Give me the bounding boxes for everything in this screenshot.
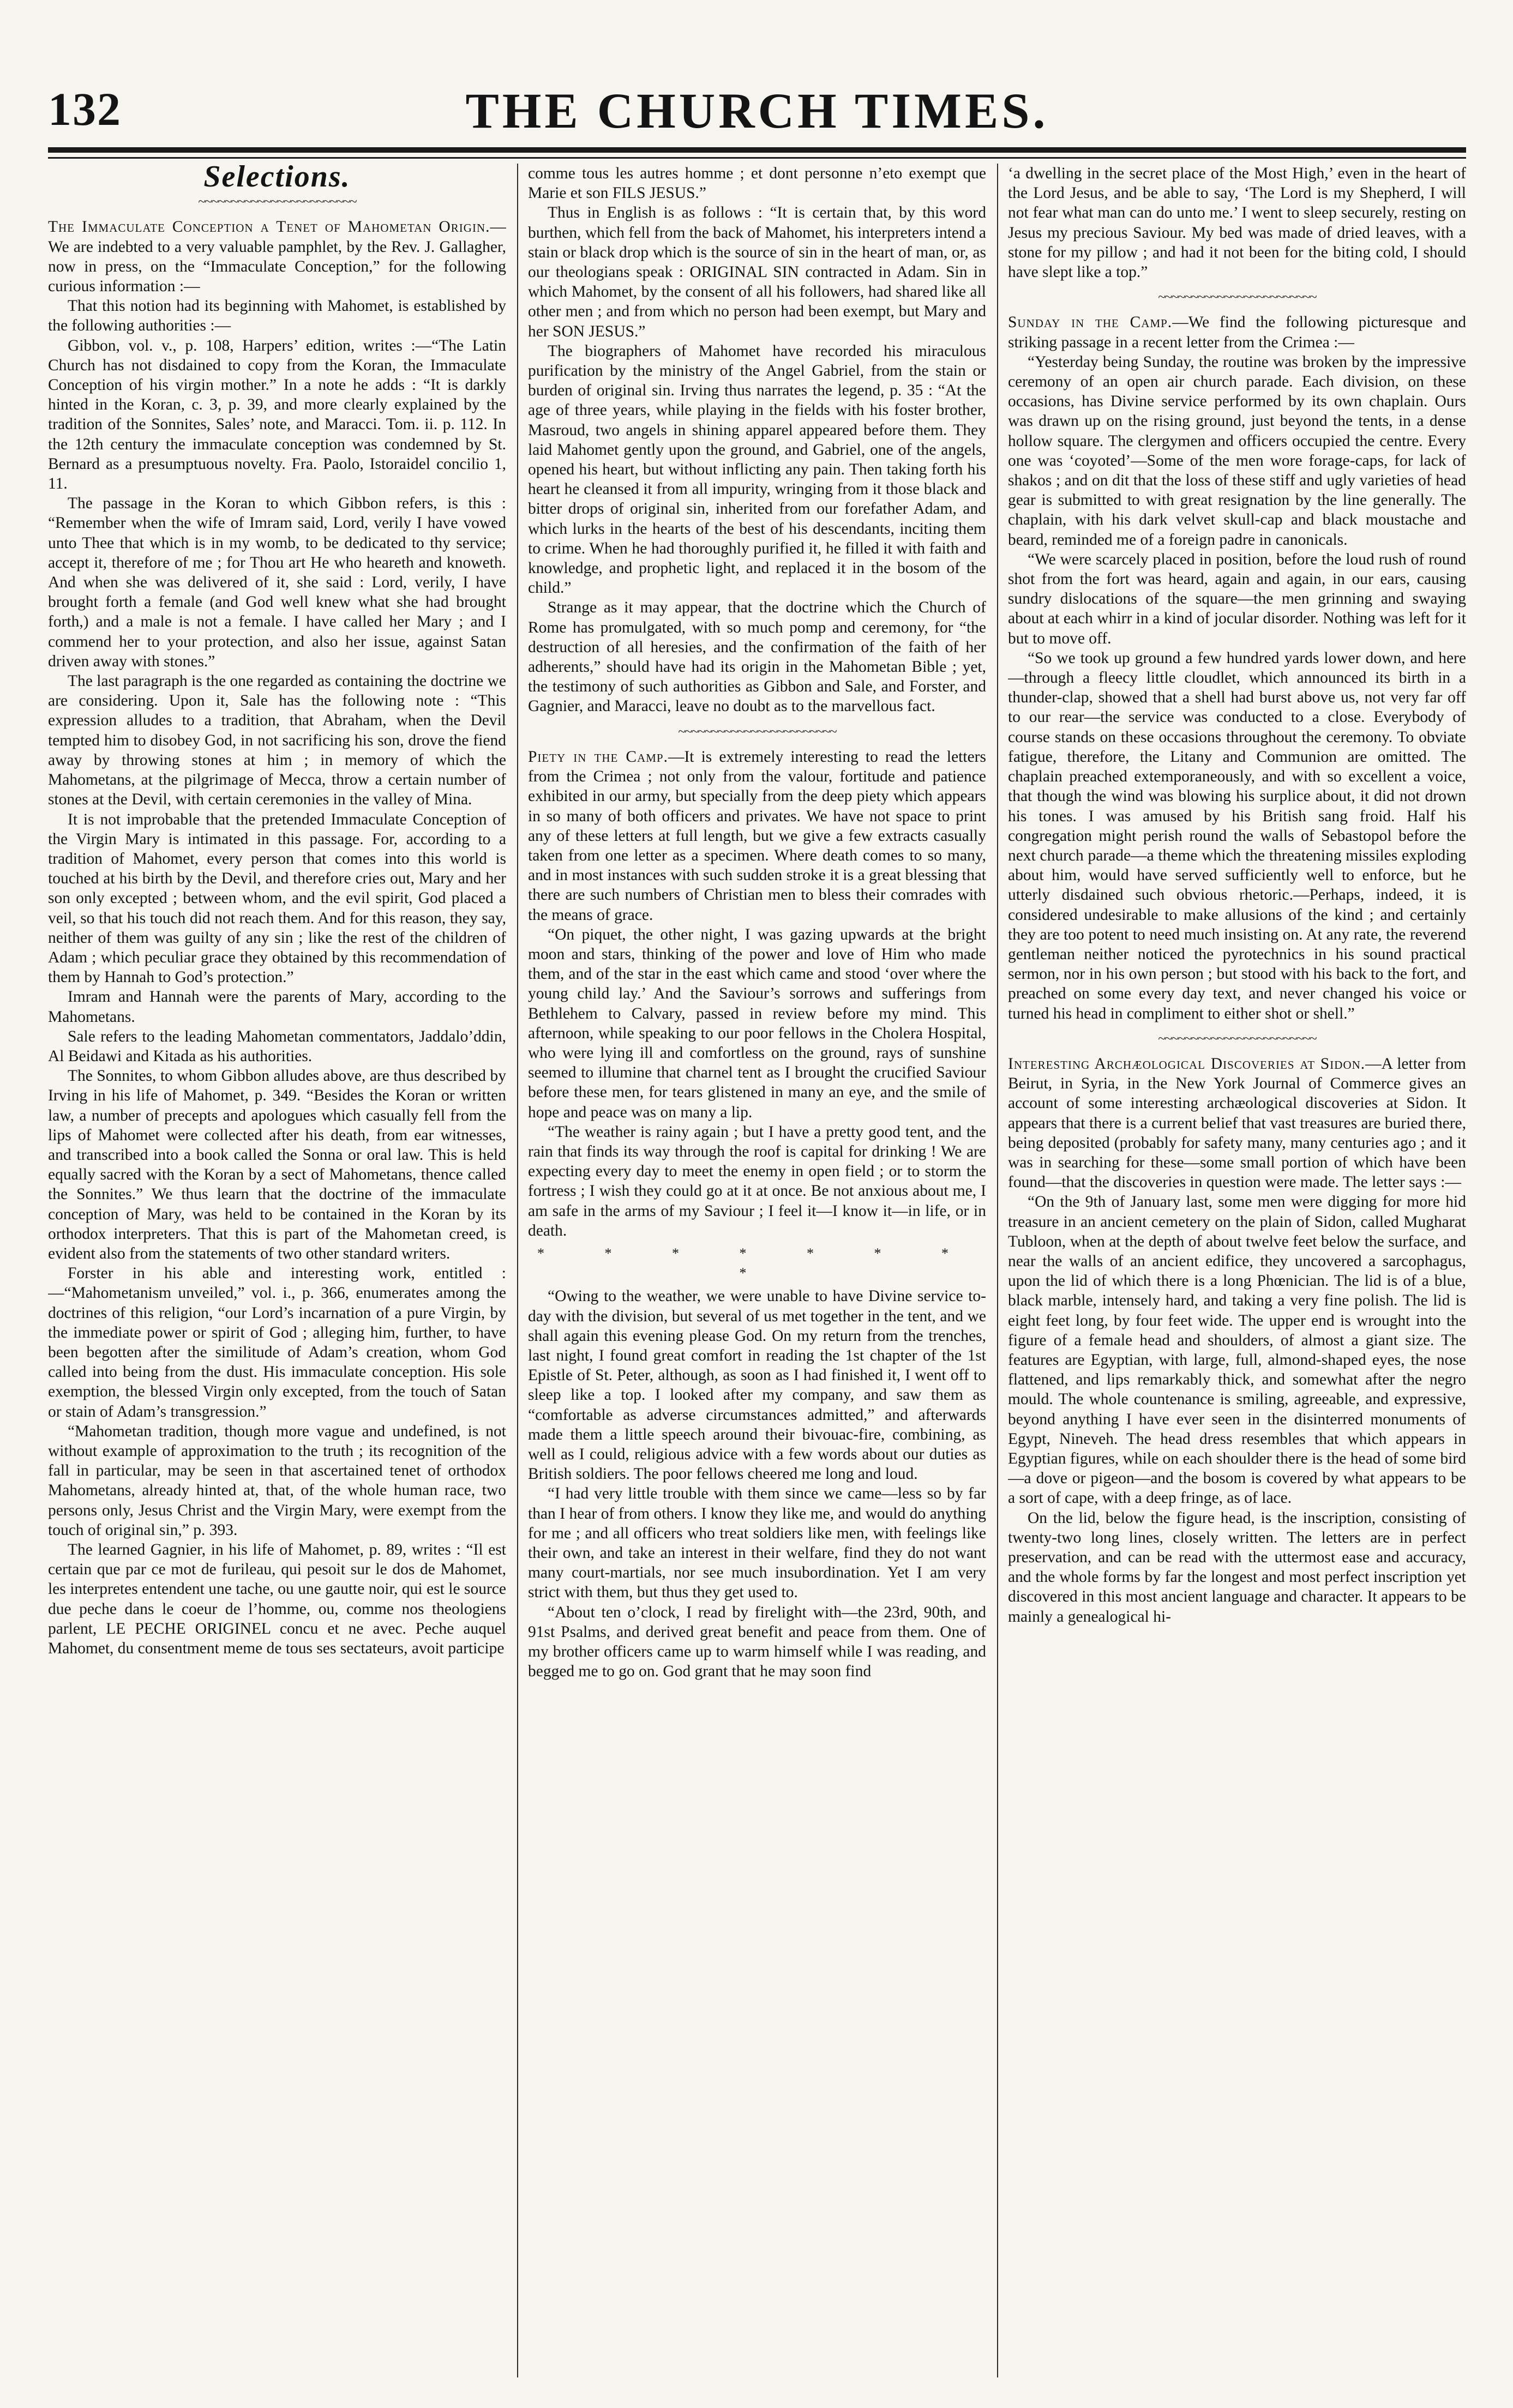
article-paragraph: The learned Gagnier, in his life of Mahomet, p. 89, writes : “Il est certain que par ce mot de furileau, qui pesoit sur le dos de Mahomet, les interpretes entendent une tache, ou une gautte noir, qui est le source due peche dans le coeur de l’homme, ou, comme nos theologiens parlent, LE PECHE ORIGINEL concu et ne avec. Peche auquel Mahomet, du consentment meme de tous ses sectateurs, avoit participe xyxy=(48,1541,506,1658)
article-headline: Sunday in the Camp. xyxy=(1008,314,1173,332)
column-2 xyxy=(528,164,986,2383)
article-paragraph xyxy=(48,217,506,296)
article-paragraph: Imram and Hannah were the parents of Mary, according to the Mahometans. xyxy=(48,988,506,1026)
header-rule-thick xyxy=(48,147,1466,153)
article-paragraph: The Sonnites, to whom Gibbon alludes above, are thus described by Irving in his life of Mahomet, p. 349. “Besides the Koran or written law, a number of precepts and apologues which casually fell from the lips of Mahomet were collected after his death, from ear witnesses, and transcribed into a book called the Sonna or oral law. This is held equally sacred with the Koran by a sect of Mahometans, thence called the Sonnites.” We thus learn that the doctrine of the immaculate conception of Mary, was held to be contained in the Koran by its orthodox interpreters. That this is part of the Mahometan creed, is evident also from the statements of two other standard writers. xyxy=(48,1067,506,1262)
article-paragraph: Strange as it may appear, that the doctrine which the Church of Rome has promulgated, with so much pomp and ceremony, for “the destruction of all heresies, and the confirmation of the faith of her adherents,” should have had its origin in the Mahometan Bible ; yet, the testimony of such authorities as Gibbon and Sale, and Forster, and Gagnier, and Maracci, leave no doubt as to the marvellous fact. xyxy=(528,599,986,715)
ornamental-divider: ~~~~~~~~~~~~~~~~~~~~~~~~ xyxy=(198,194,356,210)
ornamental-divider: ~~~~~~~~~~~~~~~~~~~~~~~~ xyxy=(678,723,836,739)
article-paragraph: “We were scarcely placed in position, before the loud rush of round shot from the fort was heard, again and again, in our ears, causing sundry dislocations of the square—the men grinning and swaying about at each whirr in a kind of jocular disorder. Nothing was left for it but to move off. xyxy=(1008,550,1466,647)
article-paragraph: Forster in his able and interesting work, entitled :—“Mahometanism unveiled,” vol. i., p. 366, enumerates among the doctrines of this religion, “our Lord’s incarnation of a pure Virgin, by the immediate power or spirit of God ; alleging him, further, to have been begotten after the similitude of Adam’s creation, whom God called into being from the dust. His immaculate conception. His sole exemption, the blessed Virgin only excepted, from the touch of Satan or stain of Adam’s transgression.” xyxy=(48,1265,506,1420)
article-text: —A letter from Beirut, in Syria, in the New York Journal of Commerce gives an account of some interesting archæological discoveries at Sidon. It appears that there is a current belief that vast treasures are buried there, being deposited (probably for safety many, many centuries ago ; and it was in searching for these—some small portion of which have been found—that the discoveries in question were made. The letter says :— xyxy=(1008,1055,1466,1191)
article-paragraph: comme tous les autres homme ; et dont personne n’eto exempt que Marie et son FILS JESUS.” xyxy=(528,165,986,202)
header-rule-thin xyxy=(48,157,1466,159)
newspaper-title: THE CHURCH TIMES. xyxy=(465,83,1049,139)
article-text: —It is extremely interesting to read the letters from the Crimea ; not only from the valour, fortitude and patience exhibited in our army, but specially from the deep piety which appears in so many of both officers and privates. We have not space to print any of these letters at full length, but we give a few extracts casually taken from one letter as a specimen. Where death comes to so many, and in most instances with such sudden stroke it is a great blessing that there are such numbers of Christian men to bless their comrades with the means of grace. xyxy=(528,748,986,924)
article-paragraph: “The weather is rainy again ; but I have a pretty good tent, and the rain that finds its way through the roof is capital for drinking ! We are expecting every day to meet the enemy in open field ; or to storm the fortress ; I wish they could go at it at once. Be not anxious about me, I am safe in the arms of my Saviour ; I feel it—I know it—in life, or in death. xyxy=(528,1123,986,1239)
article-paragraph: “About ten o’clock, I read by firelight with—the 23rd, 90th, and 91st Psalms, and derived great benefit and peace from them. One of my brother officers came up to warm himself while I was reading, and begged me to go on. God grant that he may soon find xyxy=(528,1603,986,1681)
article-paragraph: “Yesterday being Sunday, the routine was broken by the impressive ceremony of an open air church parade. Each division, on these occasions, has Divine service performed by its own chaplain. Ours was drawn up on the rising ground, just beyond the tents, in a dense hollow square. The clergymen and officers occupied the centre. Every one was ‘coyoted’—Some of the men wore forage-caps, for lack of shakos ; and on dit that the loss of these stiff and ugly varieties of head gear is submitted to with great resignation by the line generally. The chaplain, with his dark velvet skull-cap and black moustache and beard, reminded me of a foreign padre in canonicals. xyxy=(1008,353,1466,549)
column-1 xyxy=(48,164,506,2383)
article-text: —We find the following picturesque and striking passage in a recent letter from the Crimea :— xyxy=(1008,314,1466,351)
article-paragraph: “Mahometan tradition, though more vague and undefined, is not without example of approximation to the truth ; its recognition of the fall in particular, may be seen in that ascertained tenet of orthodox Mahometans, already hinted at, that, of the whole human race, two persons only, Jesus Christ and the Virgin Mary, were exempt from the touch of original sin,” p. 393. xyxy=(48,1422,506,1539)
article-paragraph: “On piquet, the other night, I was gazing upwards at the bright moon and stars, thinking of the power and love of Him who made them, and of the star in the east which came and stood ‘over where the young child lay.’ And the Saviour’s sorrows and sufferings from Bethlehem to Calvary, passed in review before my mind. This afternoon, while speaking to our poor fellows in the Cholera Hospital, who were lying ill and comfortless on the ground, rays of sunshine seemed to illumine that charnel tent as I brought the crucified Saviour before these men, for tears glistened in many an eye, and the smile of hope and peace was on many a lip. xyxy=(528,925,986,1121)
section-break-stars: * * * * * * * * xyxy=(537,1245,977,1281)
masthead xyxy=(48,82,1466,142)
article-paragraph: Thus in English is as follows : “It is certain that, by this word burthen, which fell from the back of Mahomet, his interpreters intend a stain or black drop which is the source of sin in the heart of man, or, as our theologians speak : ORIGINAL SIN contracted in Adam. Sin in which Mahomet, by the consent of all his followers, had shared like all other men ; and from which no person had been exempt, but Mary and her SON JESUS.” xyxy=(528,204,986,340)
column-divider xyxy=(517,164,518,2377)
article-paragraph: ‘a dwelling in the secret place of the Most High,’ even in the heart of the Lord Jesus, and be able to say, ‘The Lord is my Shepherd, I will not fear what man can do unto me.’ I went to sleep securely, resting on Jesus my precious Saviour. My bed was made of dried leaves, with a stone for my pillow ; and had it not been for the biting cold, I should have slept like a top.” xyxy=(1008,165,1466,281)
article-paragraph xyxy=(528,747,986,925)
column-3 xyxy=(1008,164,1466,2383)
article-headline: The Immaculate Conception a Tenet of Mahometan Origin. xyxy=(48,218,490,236)
article-paragraph: That this notion had its beginning with Mahomet, is established by the following authorities :— xyxy=(48,297,506,335)
article-headline: Interesting Archæological Discoveries at Sidon. xyxy=(1008,1055,1366,1073)
article-paragraph: “Owing to the weather, we were unable to have Divine service to-day with the division, but several of us met together in the tent, and we shall again this evening please God. On my return from the trenches, last night, I found great comfort in reading the 1st chapter of the 1st Epistle of St. Peter, although, as soon as I had finished it, I went off to sleep like a top. I looked after my company, and saw them as “comfortable as adverse circumstances admitted,” and afterwards made them a little speech around their bivouac-fire, combining, as well as I could, religious advice with a few words about our duties as British soldiers. The poor fellows cheered me long and loud. xyxy=(528,1287,986,1483)
page-number: 132 xyxy=(48,83,122,135)
article-paragraph xyxy=(1008,1054,1466,1192)
column-divider xyxy=(997,164,998,2377)
article-paragraph: The last paragraph is the one regarded as containing the doctrine we are considering. Upon it, Sale has the following note : “This expression alludes to a tradition, that Abraham, when the Devil tempted him to disobey God, in not sacrificing his son, drove the fiend away by throwing stones at him ; in memory of which the Mahometans, at the pilgrimage of Mecca, throw a certain number of stones at the Devil, with certain ceremonies in the valley of Mina. xyxy=(48,672,506,809)
ornamental-divider: ~~~~~~~~~~~~~~~~~~~~~~~~ xyxy=(1158,289,1316,305)
article-paragraph: “On the 9th of January last, some men were digging for more hid treasure in an ancient cemetery on the plain of Sidon, called Mugharat Tubloon, when at the depth of about twelve feet below the surface, and near the walls of an ancient edifice, they uncovered a sarcophagus, upon the lid of which there is a long Phœnician. The lid is of a blue, black marble, intensely hard, and taking a very fine polish. The lid is eight feet long, by four feet wide. The upper end is wrought into the figure of a female head and shoulders, of almost a giant size. The features are Egyptian, with large, full, almond-shaped eyes, the nose flattened, and lips remarkably thick, and somewhat after the negro mould. The whole countenance is smiling, agreeable, and expressive, beyond anything I have ever seen in the disinterred monuments of Egypt, Nineveh. The head dress resembles that which appears in Egyptian figures, while on each shoulder there is the head of some bird—a dove or pigeon—and the bosom is covered by what appears to be a sort of cape, with a deep fringe, as of lace. xyxy=(1008,1193,1466,1507)
section-heading: Selections. xyxy=(203,164,351,194)
article-paragraph: “I had very little trouble with them since we came—less so by far than I hear of from others. I know they like me, and would do anything for me ; and all officers who treat soldiers like men, with feelings like their own, and take an interest in their welfare, find they do not want many court-martials, nor see much insubordination. Yet I am very strict with them, but thus they get used to. xyxy=(528,1485,986,1602)
article-paragraph: On the lid, below the figure head, is the inscription, consisting of twenty-two long lines, closely written. The letters are in perfect preservation, and can be read with the uttermost ease and accuracy, and the whole forms by far the longest and most perfect inscription yet discovered in this most ancient language and character. It appears to be mainly a genealogical hi- xyxy=(1008,1509,1466,1626)
article-paragraph: Sale refers to the leading Mahometan commentators, Jaddalo’ddin, Al Beidawi and Kitada as his authorities. xyxy=(48,1027,506,1065)
article-paragraph: It is not improbable that the pretended Immaculate Conception of the Virgin Mary is intimated in this passage. For, according to a tradition of Mahomet, every person that comes into this world is touched at his birth by the Devil, and therefore cries out, Mary and her son only excepted ; between whom, and the evil spirit, God placed a veil, so that his touch did not reach them. And for this reason, they say, neither of them was guilty of any sin ; like the rest of the children of Adam ; which peculiar grace they obtained by this recommendation of them by Hannah to God’s protection.” xyxy=(48,810,506,986)
article-paragraph: The biographers of Mahomet have recorded his miraculous purification by the ministry of the Angel Gabriel, from the stain or burden of original sin. Irving thus narrates the legend, p. 35 : “At the age of three years, while playing in the fields with his foster brother, Masroud, two angels in shining apparel appeared before them. They laid Mahomet gently upon the ground, and Gabriel, one of the angels, opened his heart, but without inflicting any pain. Then taking forth his heart he cleansed it from all impurity, wringing from it those black and bitter drops of original sin, inherited from our forefather Adam, and which lurks in the hearts of the best of his descendants, inciting them to crime. When he had thoroughly purified it, he filled it with faith and knowledge, and prophetic light, and replaced it in the bosom of the child.” xyxy=(528,342,986,597)
article-paragraph: The passage in the Koran to which Gibbon refers, is this : “Remember when the wife of Imram said, Lord, verily I have vowed unto Thee that which is in my womb, to be dedicated to thy service; accept it, therefore of me ; for Thou art He who heareth and knoweth. And when she was delivered of it, she said : Lord, verily, I have brought forth a female (and God well knew what she had brought forth,) and a male is not a female. I have called her Mary ; and I commend her to your protection, and also her issue, against Satan driven away with stones.” xyxy=(48,495,506,670)
article-paragraph: “So we took up ground a few hundred yards lower down, and here—through a fleecy little cloudlet, which announced its birth in a thunder-clap, showed that a shell had burst above us, not very far off to our rear—the service was conducted to a close. Everybody of course stands on these occasions throughout the ceremony. To obviate fatigue, therefore, the Litany and Communion are omitted. The chaplain preached extemporaneously, and with so excellent a voice, that though the wind was blowing his surplice about, it did not drown his tones. I was amused by his British sang froid. Half his congregation might perish round the walls of Sebastopol before the next church parade—a theme which the threatening missiles exploding about him, would have served sufficiently well to enforce, but he utterly disdained such obvious rhetoric.—Perhaps, indeed, it is considered undesirable to make allusions of the kind ; and certainly they are too potent to need much insisting on. At any rate, the reverend gentleman neither noticed the pyrotechnics in his sound practical sermon, nor in his own person ; but stood with his back to the fort, and preached on some every day text, and never changed his voice or turned his head in compliment to either shot or shell.” xyxy=(1008,649,1466,1022)
article-paragraph: Gibbon, vol. v., p. 108, Harpers’ edition, writes :—“The Latin Church has not disdained to copy from the Koran, the Immaculate Conception of his virgin mother.” In a note he adds : “It is darkly hinted in the Koran, c. 3, p. 39, and more clearly explained by the tradition of the Sonnites, Sales’ note, and Maracci. Tom. ii. p. 112. In the 12th century the immaculate conception was condemned by St. Bernard as a presumptuous novelty. Fra. Paolo, Istoraidel concilio 1, 11. xyxy=(48,336,506,493)
ornamental-divider: ~~~~~~~~~~~~~~~~~~~~~~~~ xyxy=(1158,1030,1316,1046)
article-headline: Piety in the Camp. xyxy=(528,748,668,766)
article-paragraph xyxy=(1008,312,1466,352)
article-text: —We are indebted to a very valuable pamphlet, by the Rev. J. Gallagher, now in press, on the “Immaculate Conception,” for the following curious information :— xyxy=(48,218,506,296)
